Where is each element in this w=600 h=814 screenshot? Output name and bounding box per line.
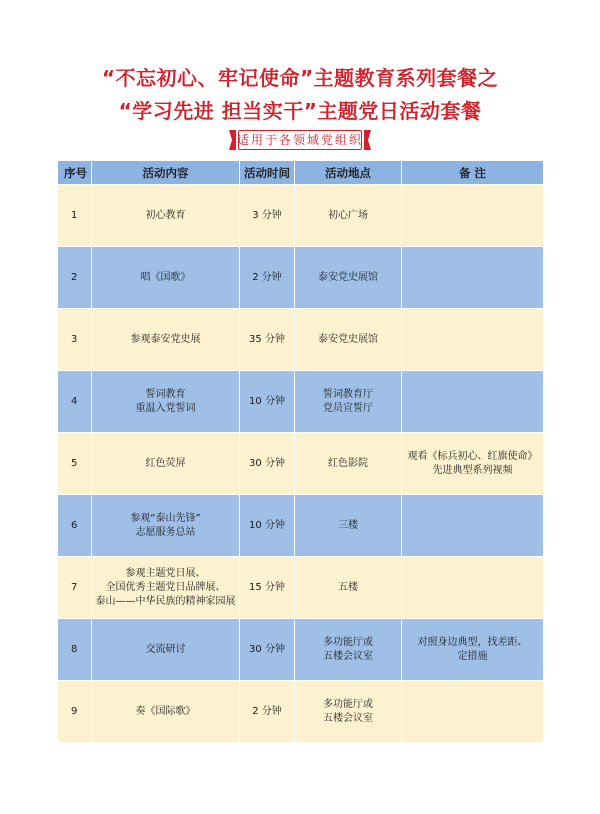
cell-time: 3 分钟 <box>240 185 295 247</box>
cell-number: 3 <box>58 309 92 371</box>
cell-note <box>402 371 544 433</box>
banner-text: 适用于各领域党组织 <box>236 133 363 147</box>
cell-content: 交流研讨 <box>92 619 240 681</box>
cell-note: 对照身边典型，找差距、 定措施 <box>402 619 544 681</box>
table-row <box>58 185 544 247</box>
audience-banner <box>224 127 376 153</box>
table-row <box>58 371 544 433</box>
cell-note <box>402 495 544 557</box>
cell-number: 9 <box>58 681 92 743</box>
column-header-note: 备 注 <box>402 161 544 185</box>
cell-place: 多功能厅或 五楼会议室 <box>295 681 402 743</box>
cell-time: 30 分钟 <box>240 619 295 681</box>
cell-content: 唱《国歌》 <box>92 247 240 309</box>
table-row <box>58 557 544 619</box>
cell-place: 誓词教育厅 党员宣誓厅 <box>295 371 402 433</box>
cell-note <box>402 557 544 619</box>
cell-time: 35 分钟 <box>240 309 295 371</box>
cell-content: 参观泰安党史展 <box>92 309 240 371</box>
column-header-place: 活动地点 <box>295 161 402 185</box>
cell-content: 初心教育 <box>92 185 240 247</box>
cell-note <box>402 247 544 309</box>
cell-number: 4 <box>58 371 92 433</box>
cell-note: 观看《标兵初心、红旗使命》 先进典型系列视频 <box>402 433 544 495</box>
cell-place: 泰安党史展馆 <box>295 247 402 309</box>
table-row <box>58 619 544 681</box>
table-header-row <box>58 161 544 185</box>
cell-number: 7 <box>58 557 92 619</box>
title-line-2: “学习先进 担当实干”主题党日活动套餐 <box>118 99 482 123</box>
cell-content: 奏《国际歌》 <box>92 681 240 743</box>
table-row <box>58 681 544 743</box>
table-row <box>58 495 544 557</box>
cell-place: 泰安党史展馆 <box>295 309 402 371</box>
cell-note <box>402 185 544 247</box>
title-line-1: “不忘初心、牢记使命”主题教育系列套餐之 <box>101 66 499 90</box>
cell-content: 誓词教育 重温入党誓词 <box>92 371 240 433</box>
table-row <box>58 433 544 495</box>
cell-place: 多功能厅或 五楼会议室 <box>295 619 402 681</box>
cell-time: 2 分钟 <box>240 247 295 309</box>
column-header-content: 活动内容 <box>92 161 240 185</box>
cell-number: 1 <box>58 185 92 247</box>
cell-note <box>402 309 544 371</box>
table-row <box>58 247 544 309</box>
activity-schedule-table <box>57 160 544 743</box>
cell-time: 10 分钟 <box>240 371 295 433</box>
cell-place: 红色影院 <box>295 433 402 495</box>
cell-time: 30 分钟 <box>240 433 295 495</box>
cell-number: 5 <box>58 433 92 495</box>
cell-time: 15 分钟 <box>240 557 295 619</box>
cell-content: 红色荧屏 <box>92 433 240 495</box>
cell-content: 参观主题党日展、 全国优秀主题党日品牌展、 泰山——中华民族的精神家园展 <box>92 557 240 619</box>
cell-place: 初心广场 <box>295 185 402 247</box>
column-header-time: 活动时间 <box>240 161 295 185</box>
cell-content: 参观“泰山先锋” 志愿服务总站 <box>92 495 240 557</box>
cell-note <box>402 681 544 743</box>
cell-time: 2 分钟 <box>240 681 295 743</box>
cell-number: 2 <box>58 247 92 309</box>
cell-number: 6 <box>58 495 92 557</box>
table-row <box>58 309 544 371</box>
cell-number: 8 <box>58 619 92 681</box>
column-header-number: 序号 <box>58 161 92 185</box>
cell-place: 五楼 <box>295 557 402 619</box>
cell-place: 三楼 <box>295 495 402 557</box>
cell-time: 10 分钟 <box>240 495 295 557</box>
